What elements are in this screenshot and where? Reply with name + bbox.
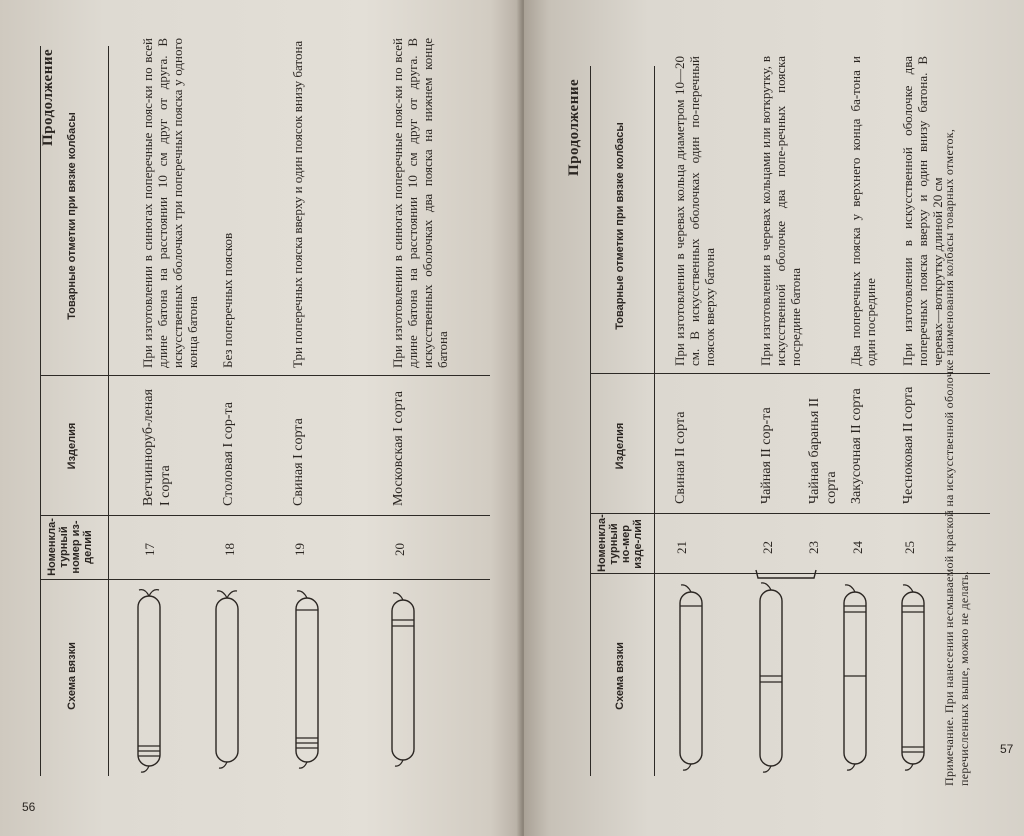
item-number: 19 xyxy=(292,543,307,556)
right-page xyxy=(524,0,1024,836)
col-header-product: Изделия xyxy=(66,422,78,470)
sausage-tying-diagram xyxy=(752,576,792,776)
col-header-marks: Товарные отметки при вязке колбасы xyxy=(66,112,78,320)
col-header-marks: Товарные отметки при вязке колбасы xyxy=(614,122,626,330)
header-bottom-border xyxy=(108,46,109,776)
col-divider-3 xyxy=(40,375,490,376)
sausage-tying-diagram xyxy=(672,576,712,776)
table-top-border xyxy=(590,66,591,776)
product-name: Свиная I сорта xyxy=(291,418,306,506)
table-top-border xyxy=(40,46,41,776)
item-number: 17 xyxy=(142,543,157,556)
footnote: Примечание. При нанесении несмываемой краской на искусственной оболочке наименования колбасы товарных отметок, перечисленных выше, можно не делать. xyxy=(942,128,971,786)
col-divider-3 xyxy=(590,373,990,374)
marks-text: Три поперечных пояска вверху и один поясок внизу батона xyxy=(290,40,305,368)
marks-text: При изготовлении в черевах кольцами или воткрутку, в искусственной оболочке два попе-речных пояска посредине батона xyxy=(758,56,803,366)
marks-text: Два поперечных пояска у верхнего конца ба-тона и один посредине xyxy=(848,56,878,366)
product-name: Столовая I сор-та xyxy=(221,401,236,506)
right-page-content xyxy=(524,36,1004,836)
sausage-tying-diagram xyxy=(130,586,170,776)
col-divider-1 xyxy=(40,579,490,580)
sausage-tying-diagram xyxy=(894,576,934,776)
col-header-scheme: Схема вязки xyxy=(614,642,626,710)
item-number: 23 xyxy=(806,541,821,554)
sausage-tying-diagram xyxy=(384,586,424,776)
marks-text: При изготовлении в искусственной оболочке два поперечных пояска вверху и один внизу батона. В черевах—воткрутку длиной 20 см xyxy=(900,56,945,366)
continued-header: Продолжение xyxy=(40,48,56,146)
col-divider-2 xyxy=(40,515,490,516)
left-page-content xyxy=(0,36,500,836)
item-number: 22 xyxy=(760,541,775,554)
col-header-number: Номенкла-турный но-мер изде-лий xyxy=(596,514,644,572)
product-name: Московская I сорта xyxy=(391,391,406,506)
product-name: Чайная баранья II сорта xyxy=(807,397,839,504)
product-name: Закусочная II сорта xyxy=(849,388,864,504)
col-divider-2 xyxy=(590,513,990,514)
sausage-tying-diagram xyxy=(208,586,248,776)
item-number: 18 xyxy=(222,543,237,556)
product-name: Свиная II сорта xyxy=(673,411,688,504)
marks-text: Без поперечных поясков xyxy=(220,232,235,368)
marks-text: При изготовлении в синюгах поперечные пояс-ки по всей длине батона на расстоянии 10 см друг от друга. В искусственных оболочках три поперечных пояска у одного конца батона xyxy=(140,38,200,368)
marks-text: При изготовлении в синюгах поперечные пояс-ки по всей длине батона на расстоянии 10 см друг от друга. В искусственных оболочках два пояска на нижнем конце батона xyxy=(390,38,450,368)
page-number: 56 xyxy=(22,800,36,814)
product-name: Чесноковая II сорта xyxy=(901,386,916,504)
item-number: 20 xyxy=(392,543,407,556)
item-number: 21 xyxy=(674,541,689,554)
item-number: 25 xyxy=(902,541,917,554)
sausage-tying-diagram xyxy=(288,586,328,776)
col-header-product: Изделия xyxy=(614,422,626,470)
page-number: 57 xyxy=(1000,742,1014,756)
product-name: Ветчинноруб-леная I сорта xyxy=(141,389,173,506)
header-bottom-border xyxy=(654,66,655,776)
continued-header: Продолжение xyxy=(566,78,582,176)
sausage-tying-diagram xyxy=(836,576,876,776)
item-number: 24 xyxy=(850,541,865,554)
col-header-number: Номенкла-турный номер из-делий xyxy=(46,518,94,576)
col-header-scheme: Схема вязки xyxy=(66,642,78,710)
marks-text: При изготовлении в черевах кольца диаметром 10—20 см. В искусственных оболочках один по-перечный поясок вверху батона xyxy=(672,56,717,366)
product-name: Чайная II сор-та xyxy=(759,407,774,504)
